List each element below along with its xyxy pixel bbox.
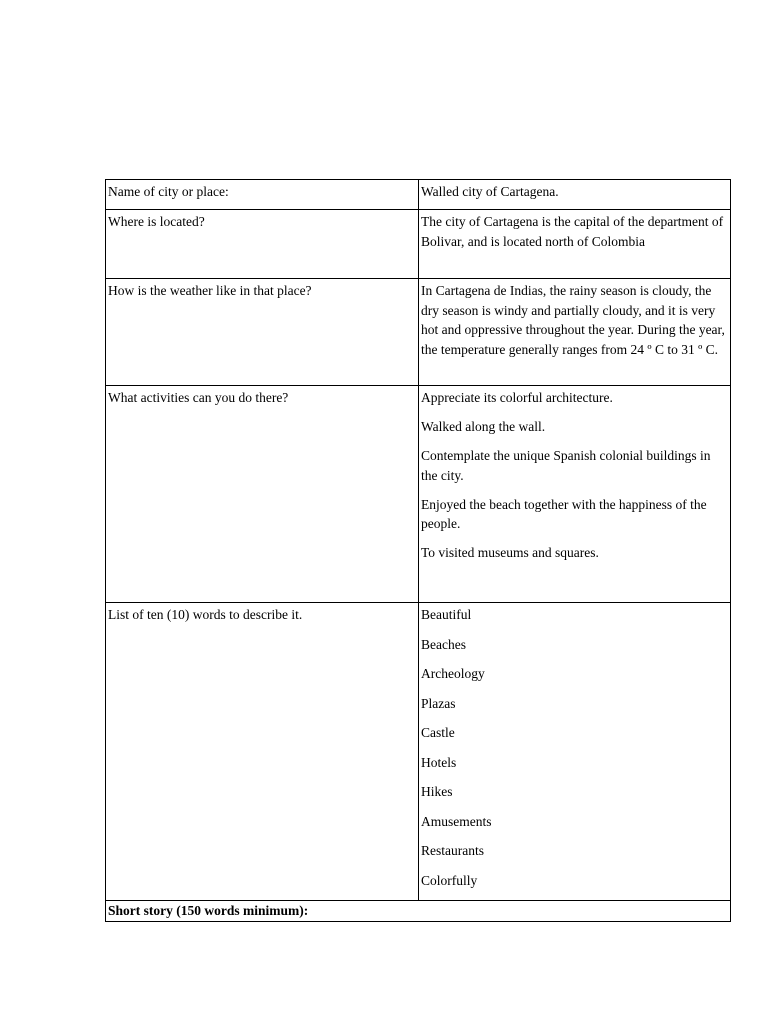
table-row [106, 180, 731, 210]
table-row [106, 210, 731, 279]
word-item: Beaches [421, 636, 466, 652]
activity-item: To visited museums and squares. [421, 545, 599, 560]
word-item: Archeology [421, 666, 485, 681]
answer-cell: The city of Cartagena is the capital of the department of Bolivar, and is located north of Colombia [419, 210, 731, 279]
word-item: Plazas [421, 695, 456, 711]
activity-item: Contemplate the unique Spanish colonial buildings in the city. [421, 448, 711, 483]
table-row [106, 901, 731, 922]
short-story-label: Short story (150 words minimum): [106, 901, 731, 922]
answer-cell [419, 386, 731, 603]
answer-cell: In Cartagena de Indias, the rainy season is cloudy, the dry season is windy and partially cloudy, and it is very hot and oppressive throughout the year. During the year, the temperature generally ranges from 24 º C to 31 º C. [419, 279, 731, 386]
word-item: Amusements [421, 813, 492, 829]
word-item: Hikes [421, 784, 453, 799]
activity-item: Walked along the wall. [421, 419, 546, 434]
question-cell: Name of city or place: [106, 180, 419, 210]
answer-cell: Walled city of Cartagena. [419, 180, 731, 210]
word-item: Beautiful [421, 607, 472, 622]
word-item: Colorfully [421, 872, 478, 888]
table-row [106, 386, 731, 603]
question-cell: How is the weather like in that place? [106, 279, 419, 386]
word-item: Restaurants [421, 843, 484, 858]
activity-item: Appreciate its colorful architecture. [421, 390, 613, 405]
question-cell: List of ten (10) words to describe it. [106, 603, 419, 901]
table-row [106, 603, 731, 901]
worksheet-table [105, 179, 731, 922]
word-item: Castle [421, 725, 455, 740]
activity-item: Enjoyed the beach together with the happiness of the people. [421, 496, 707, 531]
word-item: Hotels [421, 754, 457, 770]
table-row [106, 279, 731, 386]
question-cell: What activities can you do there? [106, 386, 419, 603]
answer-cell [419, 603, 731, 901]
question-cell: Where is located? [106, 210, 419, 279]
